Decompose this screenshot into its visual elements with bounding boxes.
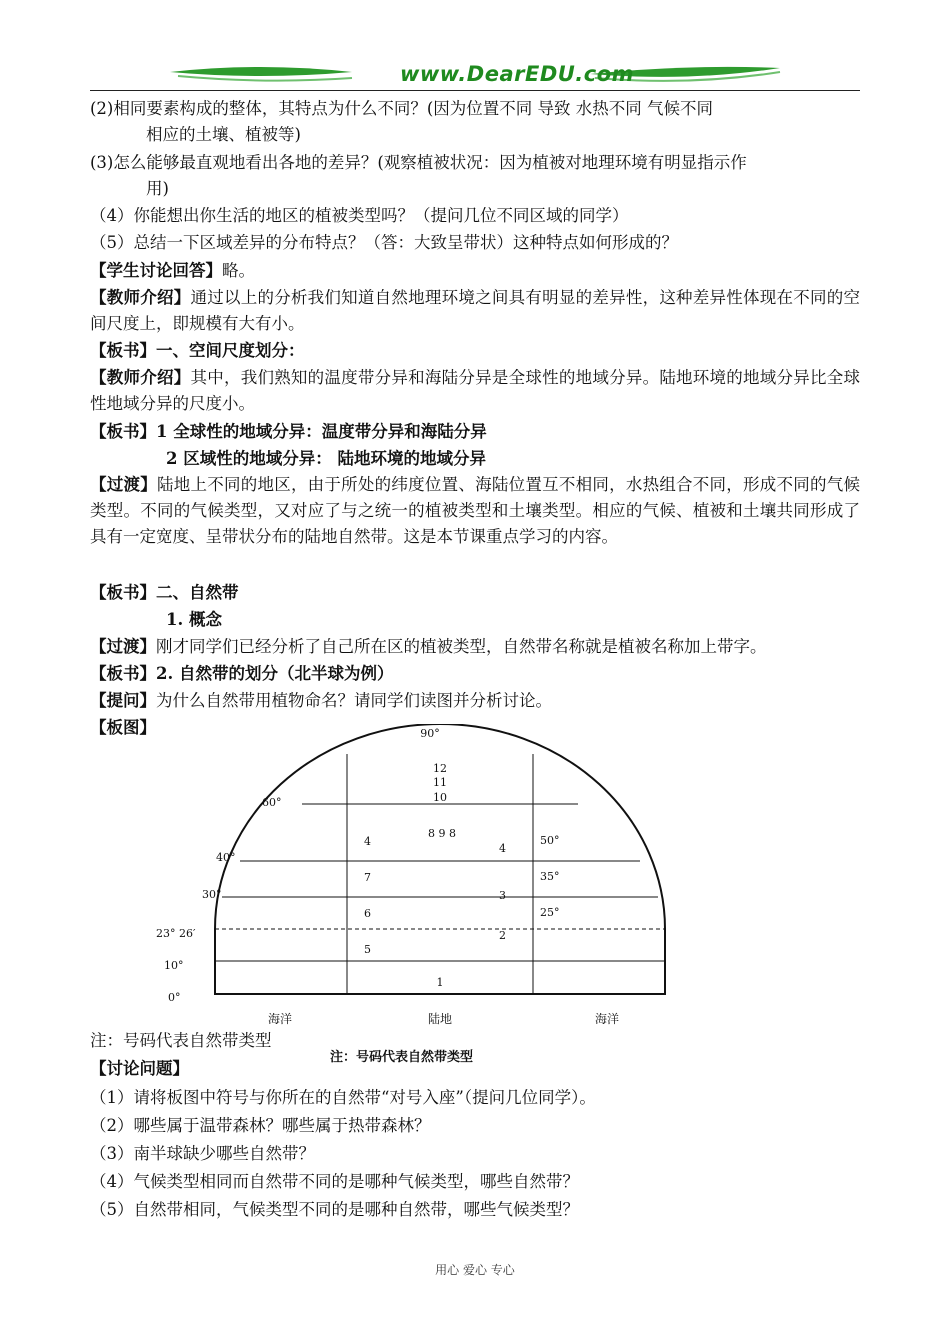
student-text: 略。 [222,261,255,280]
zone-4-right: 4 [499,842,506,855]
label-left-10: 10° [164,959,184,972]
board-tag-4: 【板书】 [90,664,156,683]
question-3b: 用) [146,179,169,198]
board-text-4: 2. 自然带的划分（北半球为例） [156,664,394,683]
teacher-intro-1 [90,285,860,337]
zone-diagram-svg [150,724,690,1044]
label-left-23: 23° 26′ [156,927,196,940]
label-90: 90° [420,727,440,740]
zone-1: 1 [436,976,444,989]
zone-7: 7 [364,871,371,884]
zone-10: 10 [433,791,447,804]
board-tag-2: 【板书】 [90,422,156,441]
transition-2 [90,634,767,660]
student-tag: 【学生讨论回答】 [90,261,222,280]
teacher-tag-2: 【教师介绍】 [90,368,191,387]
ask-tag: 【提问】 [90,691,156,710]
site-logo-text: www.DearEDU.com [399,62,635,86]
teacher-intro-2 [90,365,860,417]
header-rule [90,90,860,91]
question-ask [90,688,552,714]
board-global-division [90,419,487,445]
label-left-40: 40° [216,851,236,864]
transition-tag-2: 【过渡】 [90,637,156,656]
zone-6: 6 [364,907,371,920]
discussion-3: （3）南半球缺少哪些自然带？ [90,1144,315,1163]
zone-2: 2 [499,929,506,942]
label-left-0: 0° [168,991,181,1004]
zone-12: 12 [433,762,447,775]
question-3a: (3)怎么能够最直观地看出各地的差异？(观察植被状况：因为植被对地理环境有明显指示作 [90,153,747,172]
discussion-4: （4）气候类型相同而自然带不同的是哪种气候类型，哪些自然带？ [90,1172,579,1191]
board-heading-1: 【板书】一、空间尺度划分： [90,341,305,360]
label-right-35: 35° [540,870,560,883]
transition-text-1: 陆地上不同的地区，由于所处的纬度位置、海陆位置互不相同，水热组合不同，形成不同的气候类型。不同的气候类型，又对应了与之统一的植被类型和土壤类型。相应的气候、植被和土壤共同形成了具有一定宽度、呈带状分布的陆地自然带。这是本节课重点学习的内容。 [90,475,861,546]
question-4: （4）你能想出你生活的地区的植被类型吗？（提问几位不同区域的同学） [90,206,629,225]
page-footer: 用心 爱心 专心 [435,1263,515,1277]
question-2a: (2)相同要素构成的整体，其特点为什么不同？(因为位置不同 导致 水热不同 气候不同 [90,99,714,118]
site-header [90,58,860,92]
board-figure-label: 【板图】 [90,718,156,737]
zone-5: 5 [364,943,371,956]
transition-text-2: 刚才同学们已经分析了自己所在区的植被类型，自然带名称就是植被名称加上带字。 [156,637,767,656]
question-2b: 相应的土壤、植被等) [146,125,301,144]
discussion-1: （1）请将板图中符号与你所在的自然带“对号入座”（提问几位同学）。 [90,1088,596,1107]
label-left-60: 60° [262,796,282,809]
teacher-text-1: 通过以上的分析我们知道自然地理环境之间具有明显的差异性，这种差异性体现在不同的空间尺度上，即规模有大有小。 [90,288,861,333]
board-line-2a: 1 全球性的地域分异：温度带分异和海陆分异 [156,422,487,441]
diagram-caption: 注：号码代表自然带类型 [330,1050,474,1065]
label-right-25: 25° [540,906,560,919]
zone-3: 3 [499,889,506,902]
label-land: 陆地 [427,1012,453,1026]
discussion-5: （5）自然带相同，气候类型不同的是哪种自然带，哪些气候类型？ [90,1200,579,1219]
zone-8-9-8: 8 9 8 [428,827,456,840]
board-subheading-concept: 1. 概念 [166,610,222,629]
student-answer [90,258,255,284]
label-left-30: 30° [202,888,222,901]
transition-tag-1: 【过渡】 [90,475,157,494]
discussion-2: （2）哪些属于温带森林？哪些属于热带森林？ [90,1116,431,1135]
label-right-50: 50° [540,834,560,847]
label-ocean-left: 海洋 [267,1012,293,1026]
board-line-2b: 2 区域性的地域分异： 陆地环境的地域分异 [166,449,486,468]
board-heading-3: 【板书】二、自然带 [90,583,239,602]
question-5: （5）总结一下区域差异的分布特点？（答：大致呈带状）这种特点如何形成的？ [90,233,678,252]
ask-text: 为什么自然带用植物命名？请同学们读图并分析讨论。 [156,691,552,710]
zone-11: 11 [433,776,447,789]
zone-4-left: 4 [364,835,371,848]
transition-1 [90,472,860,550]
teacher-tag-1: 【教师介绍】 [90,288,191,307]
note-line: 注：号码代表自然带类型 [90,1031,272,1050]
teacher-text-2: 其中，我们熟知的温度带分异和海陆分异是全球性的地域分异。陆地环境的地域分异比全球性地域分异的尺度小。 [90,368,861,413]
natural-zone-diagram [150,724,690,1044]
label-ocean-right: 海洋 [594,1012,620,1026]
discussion-heading: 【讨论问题】 [90,1059,189,1078]
board-heading-4 [90,661,393,687]
